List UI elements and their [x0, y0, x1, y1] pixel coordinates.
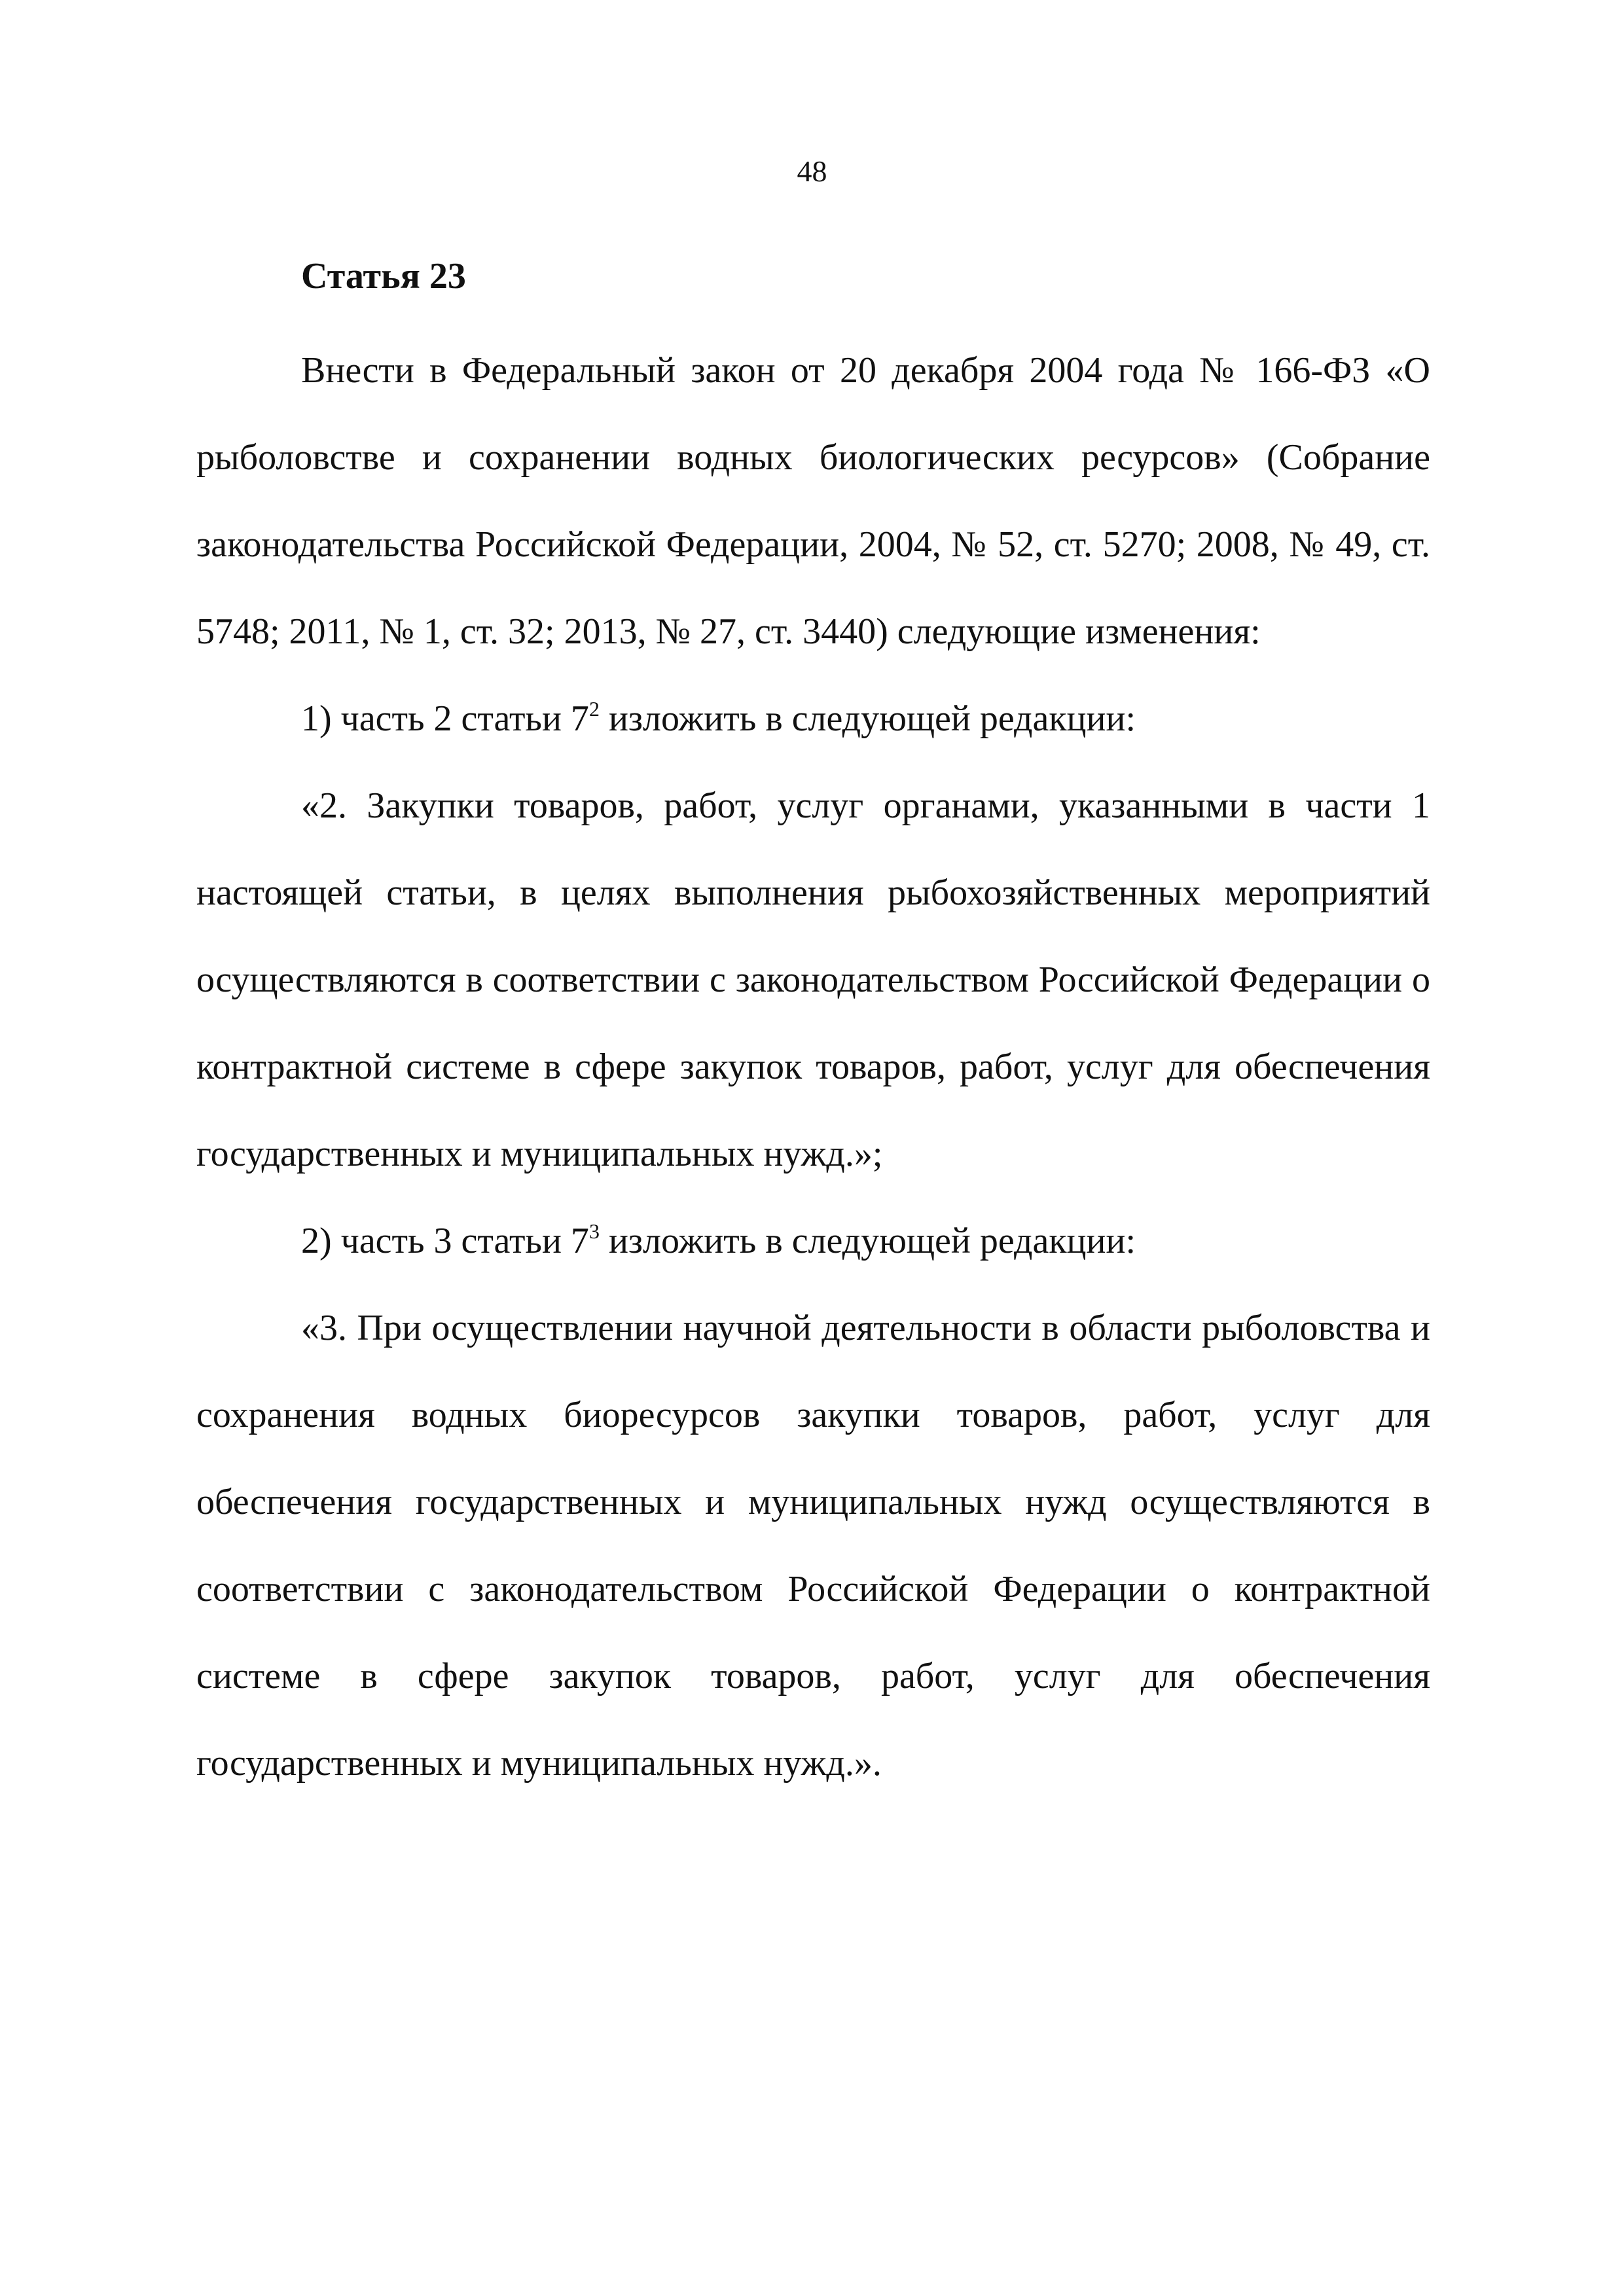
item-2-text-end: изложить в следующей редакции: — [599, 1221, 1136, 1261]
item-1-text-start: 1) часть 2 статьи 7 — [301, 698, 589, 739]
item-2-text-start: 2) часть 3 статьи 7 — [301, 1221, 589, 1261]
item-1-superscript: 2 — [588, 697, 600, 721]
paragraph-item-2 — [196, 1198, 1430, 1285]
item-2-superscript: 3 — [588, 1219, 600, 1243]
paragraph-quote-2: «3. При осуществлении научной деятельности в области рыболовства и сохранения водных биоресурсов закупки товаров, работ, услуг для обеспечения государственных и муниципальных нужд осуществляются в соответствии с законодательством Российской Федерации о контрактной системе в сфере закупок товаров, работ, услуг для обеспечения государственных и муниципальных нужд.». — [196, 1308, 1430, 1784]
paragraph-quote-1: «2. Закупки товаров, работ, услуг органами, указанными в части 1 настоящей статьи, в целях выполнения рыбохозяйственных мероприятий осуществляются в соответствии с законодательством Российской Федерации о контрактной системе в сфере закупок товаров, работ, услуг для обеспечения государственных и муниципальных нужд.»; — [196, 785, 1430, 1174]
item-1-text-end: изложить в следующей редакции: — [599, 698, 1136, 739]
article-heading: Статья 23 — [301, 256, 466, 296]
paragraph-item-1 — [196, 675, 1430, 762]
page-number: 48 — [797, 154, 827, 188]
paragraph-intro: Внести в Федеральный закон от 20 декабря 2004 года № 166-ФЗ «О рыболовстве и сохранении водных биологических ресурсов» (Собрание законодательства Российской Федерации, 2004, № 52, ст. 5270; 2008, № 49, ст. 5748; 2011, № 1, ст. 32; 2013, № 27, ст. 3440) следующие изменения: — [196, 350, 1430, 652]
article-body — [196, 327, 1430, 1807]
